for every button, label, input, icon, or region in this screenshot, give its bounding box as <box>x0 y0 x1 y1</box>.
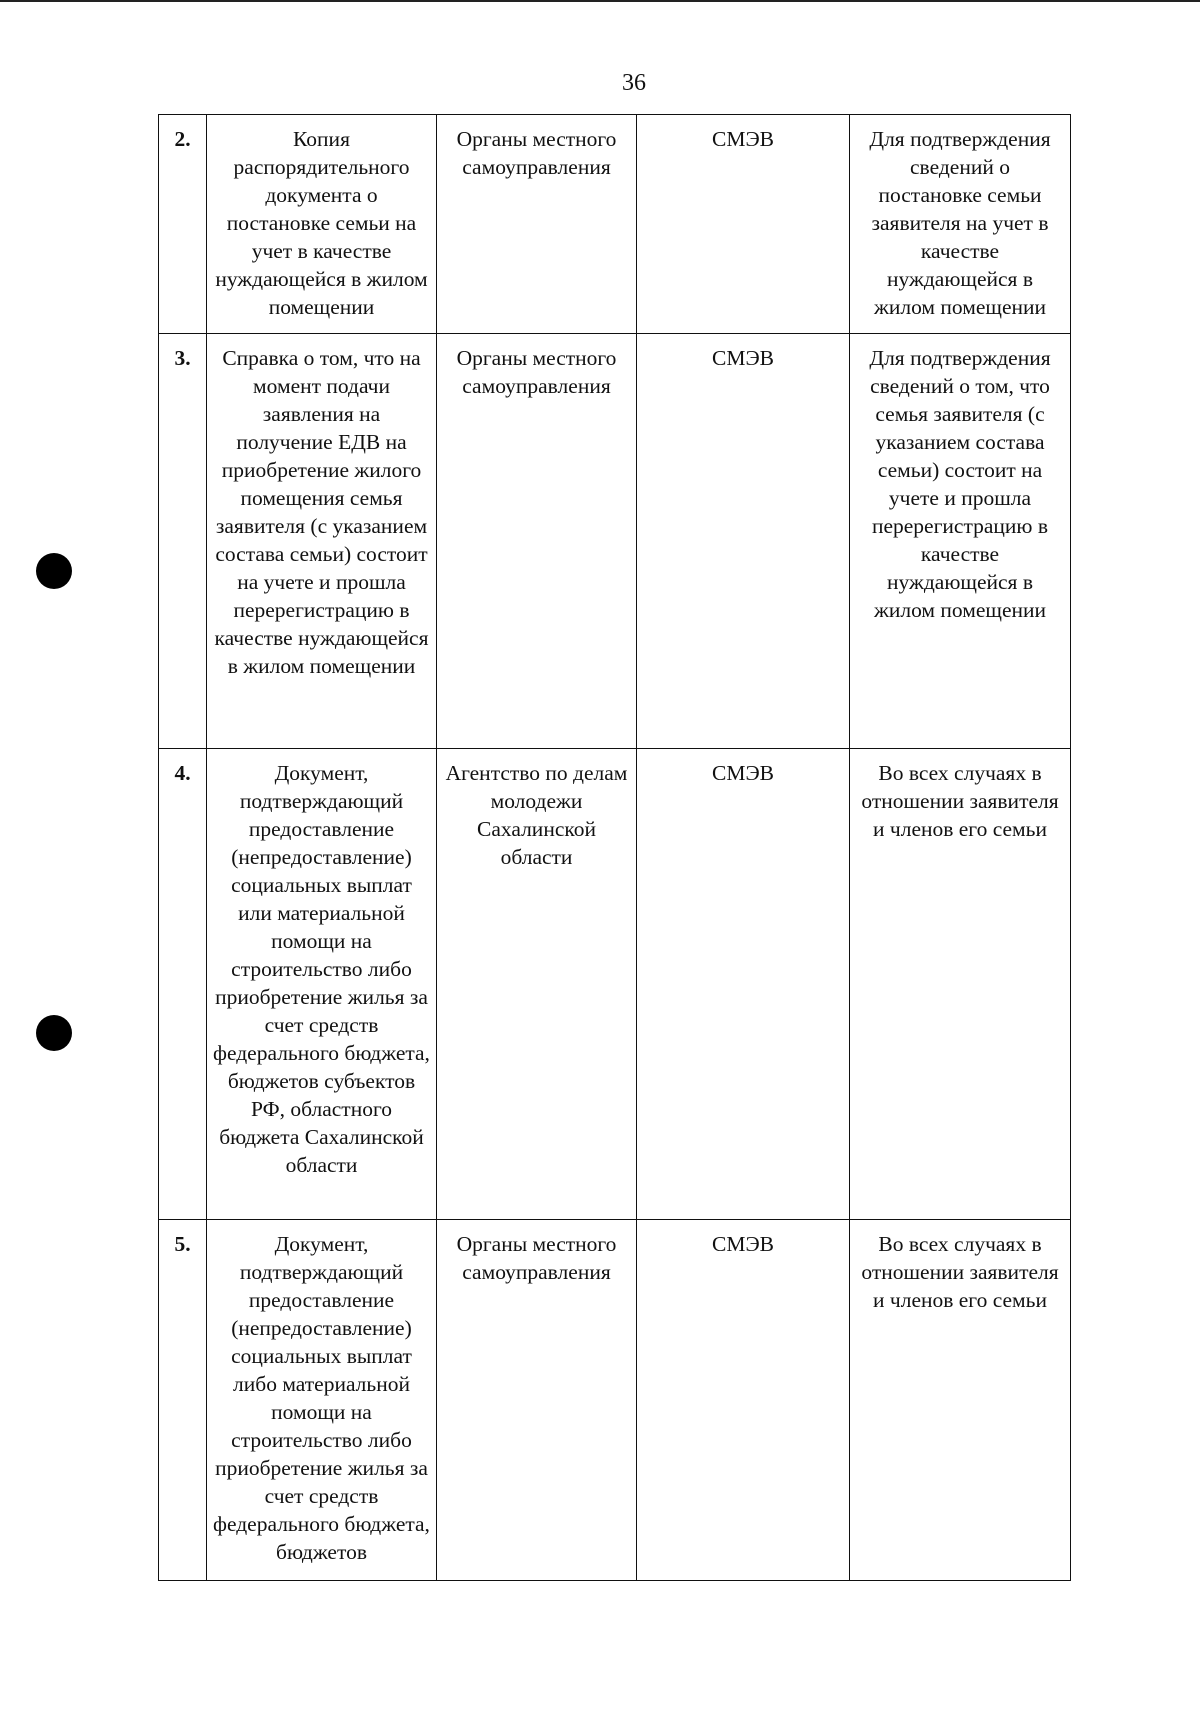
table-row <box>159 749 1071 1220</box>
note-cell: Для подтверждения сведений о постановке семьи заявителя на учет в качестве нуждающейся в жилом помещении <box>850 115 1071 334</box>
table-row <box>159 1220 1071 1581</box>
note-cell: Для подтверждения сведений о том, что семья заявителя (с указанием состава семьи) состоит на учете и прошла перерегистрацию в качестве нуждающейся в жилом помещении <box>850 334 1071 749</box>
document-name-cell: Справка о том, что на момент подачи заявления на получение ЕДВ на приобретение жилого помещения семья заявителя (с указанием состава семьи) состоит на учете и прошла перерегистрацию в качестве нуждающейся в жилом помещении <box>207 334 437 749</box>
request-method-cell: СМЭВ <box>637 749 850 1220</box>
documents-table <box>158 114 1071 1581</box>
table-row <box>159 334 1071 749</box>
punch-hole <box>36 553 72 589</box>
note-cell: Во всех случаях в отношении заявителя и членов его семьи <box>850 749 1071 1220</box>
organization-cell: Органы местного самоуправления <box>437 334 637 749</box>
note-cell: Во всех случаях в отношении заявителя и членов его семьи <box>850 1220 1071 1581</box>
request-method-cell: СМЭВ <box>637 1220 850 1581</box>
organization-cell: Органы местного самоуправления <box>437 115 637 334</box>
request-method-cell: СМЭВ <box>637 334 850 749</box>
organization-cell: Органы местного самоуправления <box>437 1220 637 1581</box>
table-row <box>159 115 1071 334</box>
row-number: 3. <box>159 334 207 749</box>
request-method-cell: СМЭВ <box>637 115 850 334</box>
organization-cell: Агентство по делам молодежи Сахалинской области <box>437 749 637 1220</box>
scan-top-edge <box>0 0 1200 2</box>
document-name-cell: Копия распорядительного документа о постановке семьи на учет в качестве нуждающейся в жилом помещении <box>207 115 437 334</box>
punch-hole <box>36 1015 72 1051</box>
row-number: 5. <box>159 1220 207 1581</box>
document-name-cell: Документ, подтверждающий предоставление (непредоставление) социальных выплат либо материальной помощи на строительство либо приобретение жилья за счет средств федерального бюджета, бюджетов <box>207 1220 437 1581</box>
row-number: 4. <box>159 749 207 1220</box>
row-number: 2. <box>159 115 207 334</box>
page-number: 36 <box>622 70 646 96</box>
document-name-cell: Документ, подтверждающий предоставление (непредоставление) социальных выплат или материальной помощи на строительство либо приобретение жилья за счет средств федерального бюджета, бюджетов субъектов РФ, областного бюджета Сахалинской области <box>207 749 437 1220</box>
